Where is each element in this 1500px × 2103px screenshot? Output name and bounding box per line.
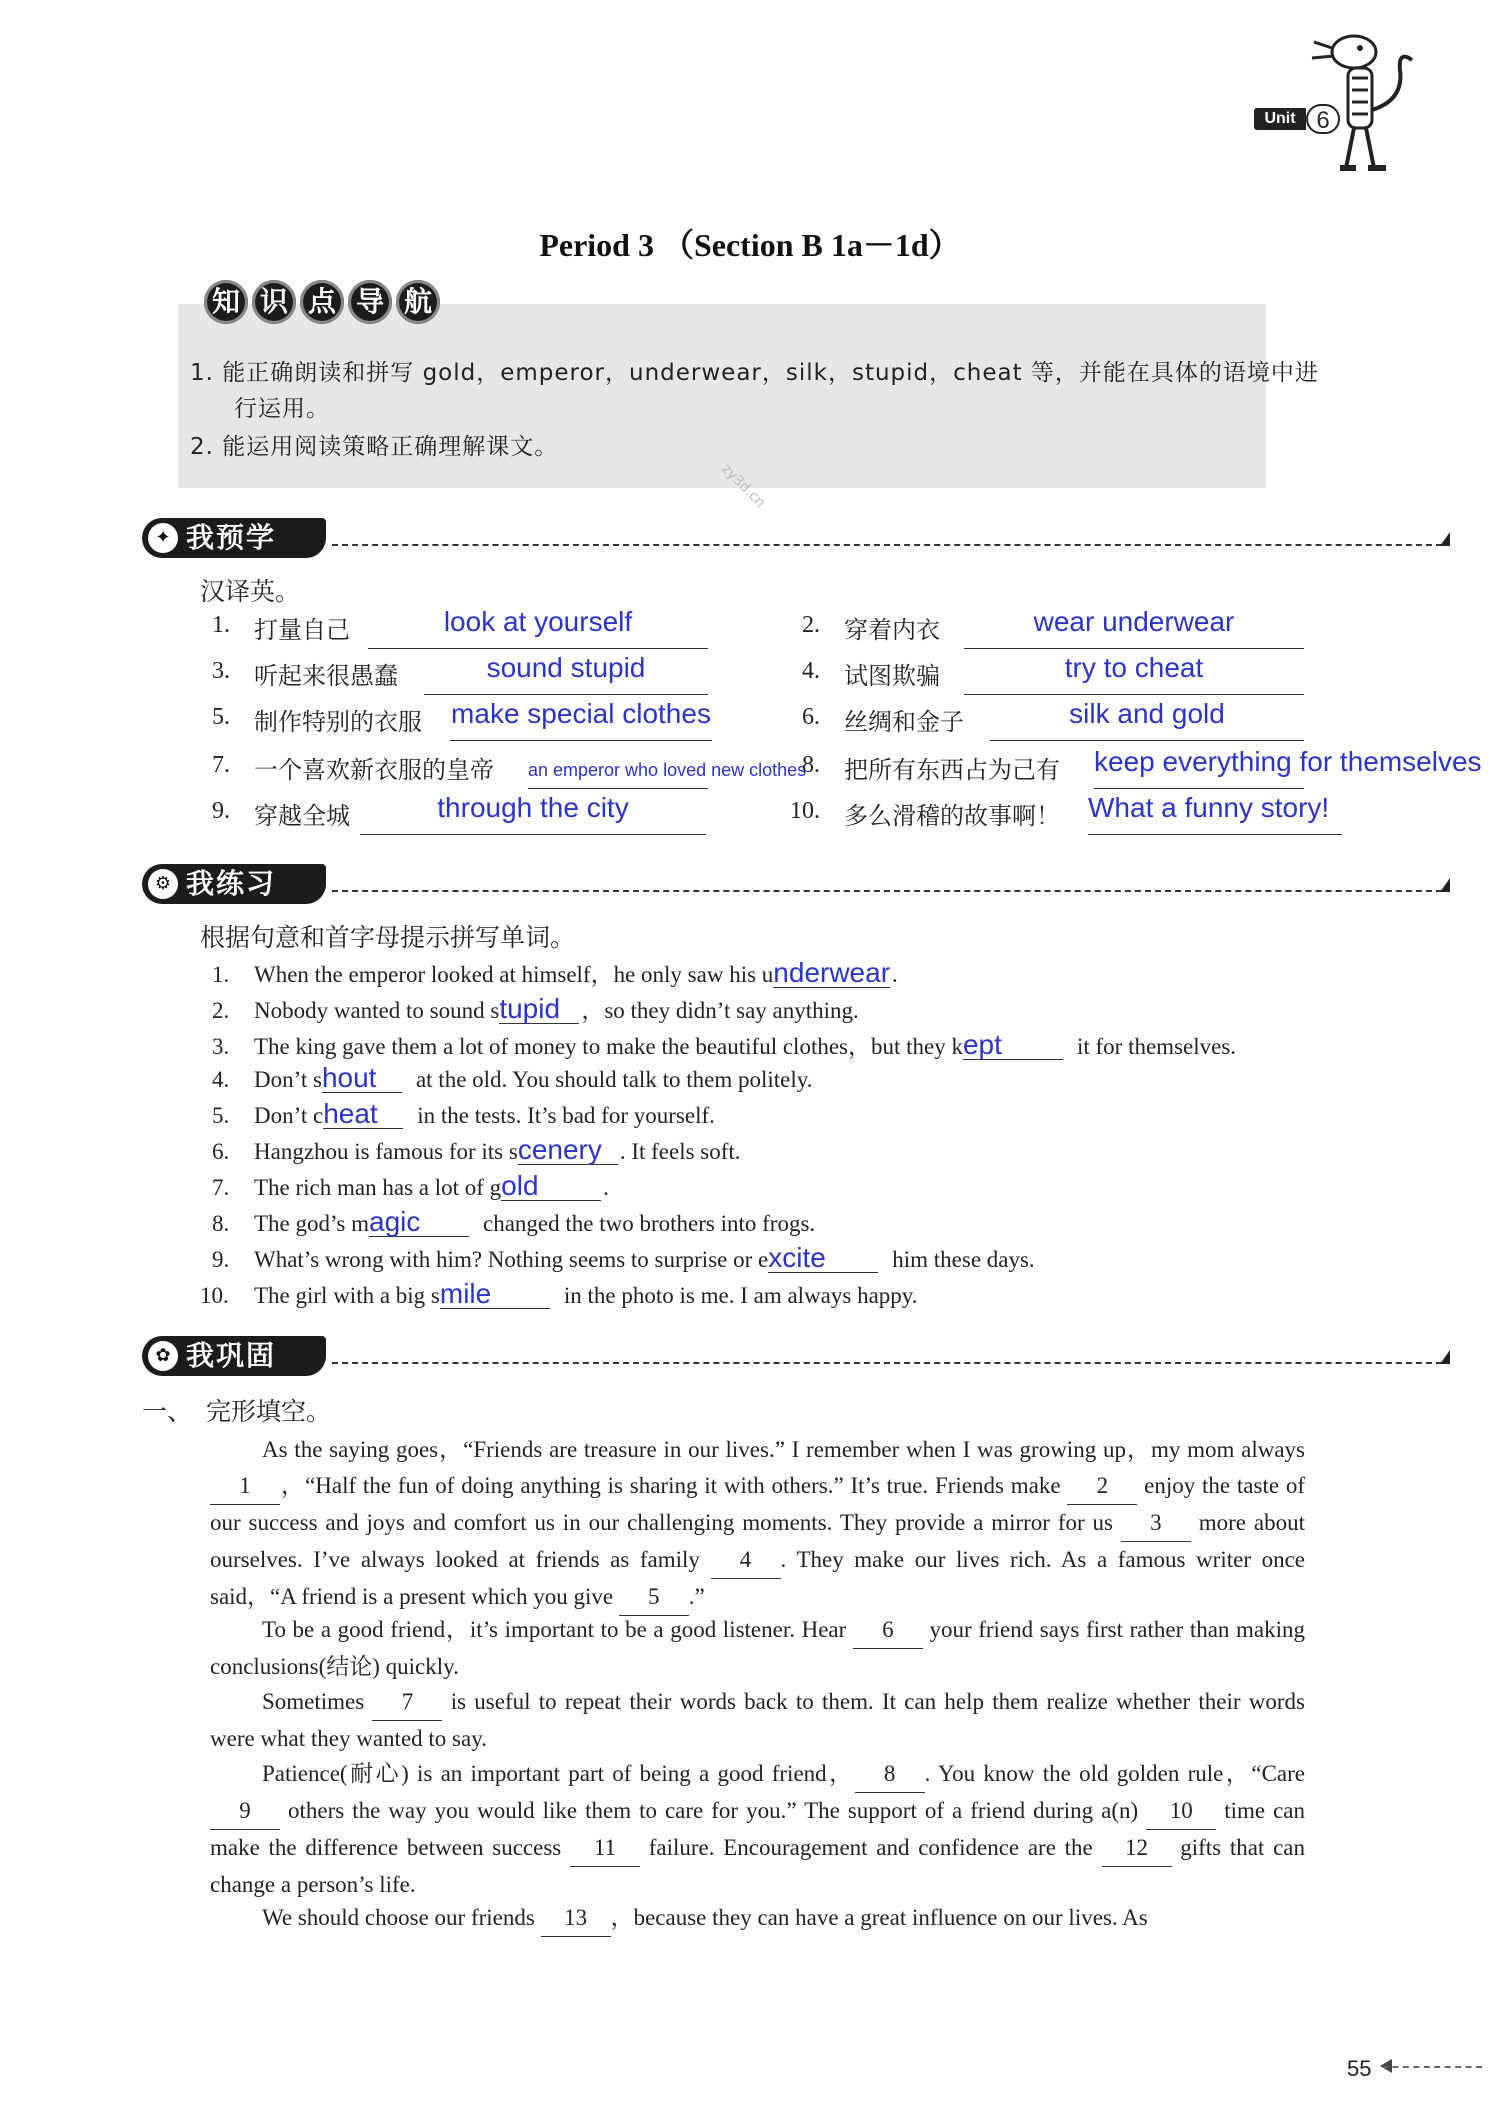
- cloze-paragraph: [210, 1684, 1305, 1757]
- practice-item-text: The rich man has a lot of g: [254, 1175, 502, 1200]
- practice-item-text: What’s wrong with him? Nothing seems to surprise or e: [254, 1247, 769, 1272]
- cloze-text: is useful to repeat their words back to them. It can help them realize whether their words were what they wanted to say.: [210, 1689, 1305, 1751]
- knowledge-badge: [204, 280, 440, 330]
- cloze-text: Patience(耐心) is an important part of being a good friend，: [262, 1761, 855, 1786]
- practice-item-number: 9.: [212, 1247, 230, 1272]
- preview-answer-blank[interactable]: [990, 740, 1304, 741]
- preview-item-chinese: 丝绸和金子: [844, 708, 964, 736]
- practice-item: [212, 1028, 1236, 1061]
- cloze-text: Sometimes: [262, 1689, 373, 1714]
- preview-item-number: 1.: [212, 612, 230, 638]
- practice-item-number: 10.: [200, 1283, 229, 1308]
- practice-answer-blank[interactable]: agic: [369, 1208, 469, 1237]
- cloze-text: . They make our lives rich. As a famous writer once said，“A friend is a present which you give: [210, 1547, 1305, 1609]
- practice-instruction: 根据句意和首字母提示拼写单词。: [200, 923, 576, 952]
- practice-answer-blank[interactable]: cenery: [518, 1136, 618, 1165]
- practice-item: [212, 1244, 1035, 1273]
- knowledge-line-1: 1. 能正确朗读和拼写 gold，emperor，underwear，silk，stupid，cheat 等，并能在具体的语境中进: [190, 360, 1319, 386]
- cloze-text: ，because they can have a great influence on our lives. As: [610, 1905, 1148, 1930]
- cloze-text: ，“Half the fun of doing anything is sharing it with others.” It’s true. Friends make: [280, 1473, 1068, 1498]
- tiger-mascot-icon: [1304, 20, 1424, 180]
- practice-answer-blank[interactable]: nderwear: [773, 957, 891, 988]
- practice-item-text: in the photo is me. I am always happy.: [563, 1283, 918, 1308]
- practice-answer-blank[interactable]: heat: [323, 1100, 403, 1129]
- preview-item-number: 8.: [802, 752, 820, 778]
- preview-item-number: 5.: [212, 704, 230, 730]
- section-consolidate-title: 我巩固: [186, 1339, 277, 1372]
- section-practice-header: [142, 864, 1452, 904]
- preview-instruction: 汉译英。: [200, 577, 301, 606]
- practice-item-text: him these days.: [892, 1247, 1035, 1272]
- cloze-gap[interactable]: 1: [210, 1468, 280, 1505]
- practice-item: [212, 1172, 609, 1201]
- cloze-paragraph: [210, 1756, 1305, 1903]
- watermark: zy3d.cn: [718, 461, 769, 511]
- section-consolidate-header: [142, 1336, 1452, 1376]
- unit-tag: [1254, 104, 1344, 134]
- preview-answer-blank[interactable]: [1094, 788, 1304, 789]
- practice-item-text: Nobody wanted to sound s: [254, 998, 500, 1023]
- cloze-gap[interactable]: 5: [619, 1579, 689, 1616]
- cloze-gap[interactable]: 13: [541, 1900, 611, 1937]
- preview-answer: through the city: [437, 792, 629, 823]
- cloze-text: gifts that can change a person’s life.: [210, 1835, 1306, 1897]
- practice-item-text: Don’t c: [254, 1103, 324, 1128]
- practice-answer-blank[interactable]: mile: [440, 1280, 550, 1309]
- preview-item-chinese: 制作特别的衣服: [254, 708, 422, 736]
- preview-answer-blank[interactable]: [424, 694, 708, 695]
- cloze-gap[interactable]: 9: [210, 1793, 280, 1830]
- cloze-gap[interactable]: 6: [853, 1612, 923, 1649]
- section-preview-title: 我预学: [186, 521, 277, 554]
- preview-item-chinese: 听起来很愚蠢: [254, 662, 398, 690]
- practice-item-number: 5.: [212, 1103, 230, 1128]
- practice-item-number: 4.: [212, 1067, 230, 1092]
- practice-answer-blank[interactable]: ept: [963, 1031, 1063, 1060]
- practice-item-number: 6.: [212, 1139, 230, 1164]
- knowledge-badge-char: 识: [252, 280, 296, 324]
- practice-item-text: at the old. You should talk to them politely.: [415, 1067, 813, 1092]
- cloze-gap[interactable]: 3: [1121, 1505, 1191, 1542]
- page-arrow-dash: [1382, 2066, 1482, 2068]
- knowledge-badge-char: 导: [348, 280, 392, 324]
- practice-item-number: 7.: [212, 1175, 230, 1200]
- cloze-gap[interactable]: 4: [711, 1542, 781, 1579]
- cloze-text: We should choose our friends: [262, 1905, 541, 1930]
- practice-item-text: in the tests. It’s bad for yourself.: [417, 1103, 715, 1128]
- cloze-text: As the saying goes，“Friends are treasure in our lives.” I remember when I was growing up，my mom always: [262, 1437, 1305, 1462]
- practice-item-number: 2.: [212, 998, 230, 1023]
- practice-item-text: .: [892, 962, 898, 987]
- preview-answer-blank[interactable]: [360, 834, 706, 835]
- knowledge-badge-char: 航: [396, 280, 440, 324]
- knowledge-badge-char: 点: [300, 280, 344, 324]
- practice-item-text: Hangzhou is famous for its s: [254, 1139, 518, 1164]
- preview-item-chinese: 多么滑稽的故事啊！: [844, 802, 1060, 830]
- cloze-gap[interactable]: 11: [570, 1830, 640, 1867]
- cloze-gap[interactable]: 8: [855, 1756, 925, 1793]
- cloze-gap[interactable]: 7: [372, 1684, 442, 1721]
- unit-number: 6: [1306, 104, 1340, 134]
- practice-item: [212, 992, 859, 1025]
- preview-answer: an emperor who loved new clothes: [528, 760, 807, 780]
- cloze-text: . You know the old golden rule，“Care: [924, 1761, 1305, 1786]
- practice-item: [212, 1208, 815, 1237]
- preview-answer-blank[interactable]: [368, 648, 708, 649]
- cloze-text: more about ourselves. I’ve always looked at friends as family: [210, 1510, 1305, 1572]
- preview-item-chinese: 穿越全城: [254, 802, 350, 830]
- practice-item-text: The king gave them a lot of money to make the beautiful clothes，but they k: [254, 1034, 963, 1059]
- cloze-text: .”: [688, 1584, 705, 1609]
- cloze-text: To be a good friend，it’s important to be a good listener. Hear: [262, 1617, 853, 1642]
- practice-item: [212, 1100, 715, 1129]
- knowledge-badge-char: 知: [204, 280, 248, 324]
- preview-answer: wear underwear: [1033, 606, 1235, 637]
- preview-item-chinese: 把所有东西占为己有: [844, 756, 1060, 784]
- practice-item-number: 1.: [212, 962, 230, 987]
- page-number: 55: [1347, 2056, 1372, 2081]
- preview-answer: look at yourself: [443, 606, 633, 637]
- preview-item-chinese: 穿着内衣: [844, 616, 940, 644]
- preview-item-number: 3.: [212, 658, 230, 684]
- preview-answer-blank[interactable]: [964, 694, 1304, 695]
- practice-item-text: The girl with a big s: [254, 1283, 440, 1308]
- knowledge-line-1b: 行运用。: [234, 396, 330, 422]
- practice-answer-blank[interactable]: tupid: [499, 995, 579, 1024]
- preview-item-number: 9.: [212, 798, 230, 824]
- practice-item: [212, 1064, 812, 1093]
- practice-item-text: it for themselves.: [1076, 1034, 1237, 1059]
- practice-item-text: .: [603, 1175, 609, 1200]
- preview-item-chinese: 打量自己: [254, 616, 350, 644]
- cycling-icon: ⚙: [148, 869, 178, 899]
- preview-answer: silk and gold: [1069, 698, 1225, 729]
- preview-answer-blank[interactable]: [1088, 834, 1342, 835]
- practice-answer-blank[interactable]: hout: [322, 1064, 402, 1093]
- cloze-paragraph: [210, 1612, 1305, 1685]
- practice-item-text: ，so they didn’t say anything.: [581, 998, 859, 1023]
- practice-item: [212, 1136, 741, 1165]
- lightbulb-icon: ✿: [148, 1341, 178, 1371]
- page-title: Period 3 （Section B 1a－1d）: [539, 227, 961, 263]
- cloze-text: time can make the difference between success: [210, 1798, 1305, 1860]
- cloze-text: enjoy the taste of our success and joys and comfort us in our challenging moments. They provide a mirror for us: [210, 1473, 1305, 1535]
- practice-answer-blank[interactable]: xcite: [768, 1244, 878, 1273]
- knowledge-line-2: 2. 能运用阅读策略正确理解课文。: [190, 434, 559, 460]
- preview-item-chinese: 一个喜欢新衣服的皇帝: [254, 756, 494, 784]
- practice-item-text: The god’s m: [254, 1211, 369, 1236]
- practice-item: [212, 956, 898, 989]
- cloze-gap[interactable]: 2: [1067, 1468, 1137, 1505]
- preview-answer: make special clothes: [451, 698, 711, 729]
- cloze-text: failure. Encouragement and confidence are the: [639, 1835, 1102, 1860]
- cloze-gap[interactable]: 12: [1102, 1830, 1172, 1867]
- preview-item-number: 10.: [790, 798, 820, 824]
- preview-answer-blank[interactable]: [528, 788, 708, 789]
- practice-item: [200, 1278, 918, 1309]
- section-practice-title: 我练习: [186, 867, 277, 900]
- cloze-text: your friend says first rather than making conclusions(结论) quickly.: [210, 1617, 1306, 1679]
- preview-item-number: 2.: [802, 612, 820, 638]
- cloze-text: others the way you would like them to care for you.” The support of a friend during a(n): [280, 1798, 1147, 1823]
- preview-answer: sound stupid: [486, 652, 646, 683]
- cloze-part-label: 一、: [142, 1397, 193, 1426]
- preview-answer: try to cheat: [1064, 652, 1204, 683]
- practice-item-text: . It feels soft.: [619, 1139, 741, 1164]
- cloze-gap[interactable]: 10: [1146, 1793, 1216, 1830]
- preview-item-number: 4.: [802, 658, 820, 684]
- preview-answer-blank[interactable]: [964, 648, 1304, 649]
- preview-answer: keep everything for themselves: [1094, 746, 1482, 777]
- preview-answer: What a funny story!: [1088, 792, 1330, 823]
- practice-item-text: changed the two brothers into frogs.: [483, 1211, 816, 1236]
- practice-item-text: Don’t s: [254, 1067, 322, 1092]
- cloze-paragraph: [210, 1900, 1305, 1937]
- practice-answer-blank[interactable]: old: [501, 1172, 601, 1201]
- practice-item-number: 8.: [212, 1211, 230, 1236]
- cloze-instruction: 完形填空。: [206, 1397, 332, 1426]
- preview-item-number: 6.: [802, 704, 820, 730]
- preview-item-chinese: 试图欺骗: [844, 662, 940, 690]
- bicycle-icon: ✦: [148, 523, 178, 553]
- unit-label: Unit: [1254, 108, 1306, 130]
- preview-item-number: 7.: [212, 752, 230, 778]
- practice-item-text: When the emperor looked at himself，he only saw his u: [254, 962, 774, 987]
- practice-item-number: 3.: [212, 1034, 230, 1059]
- section-preview-header: [142, 518, 1452, 558]
- preview-answer-blank[interactable]: [450, 740, 712, 741]
- cloze-paragraph: [210, 1432, 1305, 1616]
